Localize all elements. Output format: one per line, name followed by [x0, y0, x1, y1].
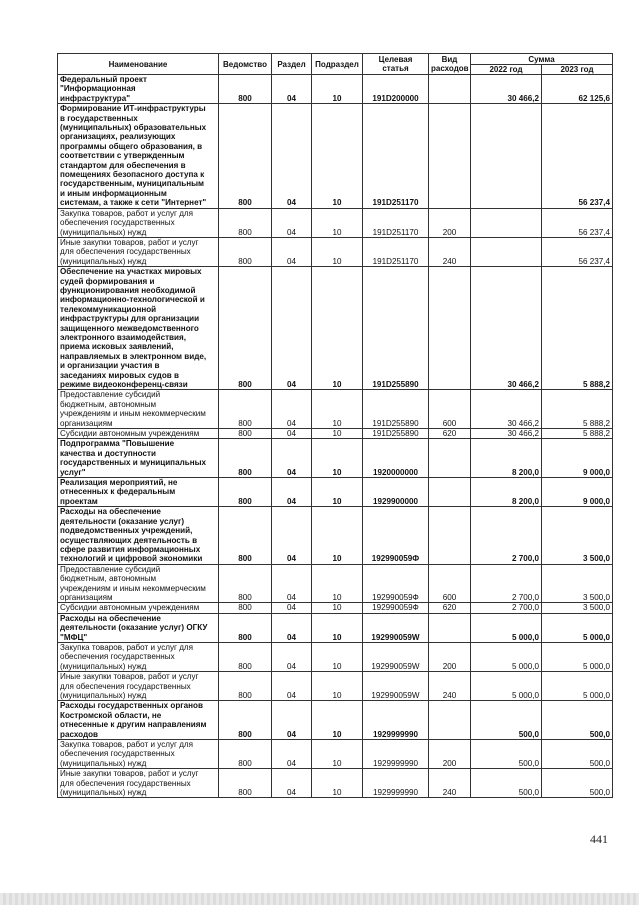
cell-target-article: 191D251170 [363, 237, 429, 266]
cell-vedomstvo: 800 [219, 613, 272, 642]
cell-name: Иные закупки товаров, работ и услуг для обеспечения государственных (муниципальных) нужд [58, 672, 219, 701]
cell-sum-2023: 5 000,0 [542, 642, 613, 671]
cell-expense-type [429, 507, 471, 564]
cell-vedomstvo: 800 [219, 507, 272, 564]
cell-vedomstvo: 800 [219, 564, 272, 603]
cell-sum-2022 [471, 237, 542, 266]
cell-name: Расходы государственных органов Костромской области, не отнесенные к другим направлениям расходов [58, 701, 219, 740]
cell-razdel: 04 [272, 208, 312, 237]
page-number: 441 [590, 832, 608, 846]
header-target-article: Целевая статья [363, 54, 429, 75]
cell-expense-type: 200 [429, 208, 471, 237]
cell-sum-2023: 5 000,0 [542, 613, 613, 642]
cell-expense-type [429, 701, 471, 740]
cell-target-article: 192990059W [363, 672, 429, 701]
cell-expense-type: 600 [429, 564, 471, 603]
table-row [58, 267, 613, 390]
cell-podrazdel: 10 [312, 478, 363, 507]
cell-expense-type: 200 [429, 740, 471, 769]
cell-sum-2023: 3 500,0 [542, 507, 613, 564]
header-podrazdel: Подраздел [312, 54, 363, 75]
cell-target-article: 1929999990 [363, 740, 429, 769]
cell-podrazdel: 10 [312, 769, 363, 798]
table-row [58, 237, 613, 266]
cell-expense-type: 240 [429, 237, 471, 266]
cell-podrazdel: 10 [312, 642, 363, 671]
cell-expense-type: 200 [429, 642, 471, 671]
table-row [58, 104, 613, 208]
cell-podrazdel: 10 [312, 439, 363, 478]
cell-sum-2022: 30 466,2 [471, 267, 542, 390]
cell-vedomstvo: 800 [219, 237, 272, 266]
cell-podrazdel: 10 [312, 507, 363, 564]
cell-expense-type: 600 [429, 390, 471, 429]
cell-target-article: 1920000000 [363, 439, 429, 478]
cell-razdel: 04 [272, 267, 312, 390]
cell-vedomstvo: 800 [219, 672, 272, 701]
table-row [58, 672, 613, 701]
table-row [58, 439, 613, 478]
cell-podrazdel: 10 [312, 701, 363, 740]
cell-sum-2023: 62 125,6 [542, 75, 613, 104]
cell-sum-2023: 3 500,0 [542, 603, 613, 613]
cell-name: Иные закупки товаров, работ и услуг для обеспечения государственных (муниципальных) нужд [58, 769, 219, 798]
header-sum: Сумма [471, 54, 613, 65]
cell-name: Предоставление субсидий бюджетным, автономным учреждениям и иным некоммерческим организациям [58, 390, 219, 429]
cell-vedomstvo: 800 [219, 75, 272, 104]
cell-razdel: 04 [272, 672, 312, 701]
cell-target-article: 191D251170 [363, 104, 429, 208]
cell-razdel: 04 [272, 613, 312, 642]
cell-expense-type: 240 [429, 672, 471, 701]
cell-name: Иные закупки товаров, работ и услуг для обеспечения государственных (муниципальных) нужд [58, 237, 219, 266]
scan-bottom-strip [0, 893, 639, 905]
cell-sum-2022: 30 466,2 [471, 390, 542, 429]
table-header [58, 54, 613, 75]
cell-name: Формирование ИТ-инфраструктуры в государственных (муниципальных) образовательных организациях, реализующих программы общего образования, в соответствии с утвержденным стандартом для обеспечения в помещениях безопасного доступа к государственным, муниципальным и иным информационным системам, а также к сети "Интернет" [58, 104, 219, 208]
cell-podrazdel: 10 [312, 267, 363, 390]
cell-name: Расходы на обеспечение деятельности (оказание услуг) ОГКУ "МФЦ" [58, 613, 219, 642]
cell-target-article: 1929999990 [363, 701, 429, 740]
table-row [58, 701, 613, 740]
cell-name: Субсидии автономным учреждениям [58, 429, 219, 439]
cell-target-article: 192990059W [363, 613, 429, 642]
cell-sum-2022: 2 700,0 [471, 603, 542, 613]
cell-target-article: 191D255890 [363, 390, 429, 429]
cell-vedomstvo: 800 [219, 769, 272, 798]
cell-expense-type: 620 [429, 603, 471, 613]
cell-sum-2023: 56 237,4 [542, 208, 613, 237]
cell-sum-2022: 2 700,0 [471, 507, 542, 564]
cell-vedomstvo: 800 [219, 208, 272, 237]
cell-name: Реализация мероприятий, не отнесенных к федеральным проектам [58, 478, 219, 507]
cell-target-article: 192990059Ф [363, 564, 429, 603]
cell-target-article: 192990059Ф [363, 507, 429, 564]
cell-target-article: 191D251170 [363, 208, 429, 237]
cell-sum-2023: 5 888,2 [542, 390, 613, 429]
cell-sum-2022: 2 700,0 [471, 564, 542, 603]
cell-sum-2023: 500,0 [542, 769, 613, 798]
header-year-2022: 2022 год [471, 65, 542, 75]
cell-razdel: 04 [272, 701, 312, 740]
cell-target-article: 1929900000 [363, 478, 429, 507]
cell-razdel: 04 [272, 769, 312, 798]
table-row [58, 429, 613, 439]
cell-sum-2022: 5 000,0 [471, 642, 542, 671]
cell-sum-2022: 30 466,2 [471, 75, 542, 104]
cell-vedomstvo: 800 [219, 701, 272, 740]
cell-vedomstvo: 800 [219, 642, 272, 671]
cell-sum-2022 [471, 208, 542, 237]
cell-podrazdel: 10 [312, 564, 363, 603]
cell-name: Подпрограмма "Повышение качества и доступности государственных и муниципальных услуг" [58, 439, 219, 478]
cell-podrazdel: 10 [312, 208, 363, 237]
cell-razdel: 04 [272, 104, 312, 208]
cell-sum-2022: 5 000,0 [471, 672, 542, 701]
cell-vedomstvo: 800 [219, 740, 272, 769]
cell-name: Закупка товаров, работ и услуг для обеспечения государственных (муниципальных) нужд [58, 740, 219, 769]
cell-razdel: 04 [272, 642, 312, 671]
cell-expense-type: 620 [429, 429, 471, 439]
cell-sum-2023: 500,0 [542, 740, 613, 769]
cell-podrazdel: 10 [312, 672, 363, 701]
cell-podrazdel: 10 [312, 740, 363, 769]
cell-target-article: 192990059W [363, 642, 429, 671]
table-row [58, 507, 613, 564]
cell-podrazdel: 10 [312, 75, 363, 104]
header-vedomstvo: Ведомство [219, 54, 272, 75]
cell-vedomstvo: 800 [219, 439, 272, 478]
cell-target-article: 191D255890 [363, 429, 429, 439]
cell-name: Закупка товаров, работ и услуг для обеспечения государственных (муниципальных) нужд [58, 208, 219, 237]
cell-podrazdel: 10 [312, 613, 363, 642]
cell-razdel: 04 [272, 564, 312, 603]
table-row [58, 564, 613, 603]
cell-razdel: 04 [272, 237, 312, 266]
cell-razdel: 04 [272, 507, 312, 564]
cell-expense-type [429, 104, 471, 208]
cell-expense-type [429, 439, 471, 478]
cell-podrazdel: 10 [312, 603, 363, 613]
budget-table [57, 53, 613, 798]
cell-podrazdel: 10 [312, 104, 363, 208]
cell-podrazdel: 10 [312, 390, 363, 429]
cell-sum-2023: 9 000,0 [542, 478, 613, 507]
cell-sum-2022 [471, 104, 542, 208]
cell-sum-2023: 5 000,0 [542, 672, 613, 701]
cell-razdel: 04 [272, 603, 312, 613]
cell-name: Закупка товаров, работ и услуг для обеспечения государственных (муниципальных) нужд [58, 642, 219, 671]
cell-vedomstvo: 800 [219, 478, 272, 507]
header-year-2023: 2023 год [542, 65, 613, 75]
cell-sum-2022: 500,0 [471, 701, 542, 740]
cell-razdel: 04 [272, 75, 312, 104]
cell-sum-2022: 5 000,0 [471, 613, 542, 642]
cell-vedomstvo: 800 [219, 390, 272, 429]
cell-name: Федеральный проект "Информационная инфраструктура" [58, 75, 219, 104]
cell-expense-type: 240 [429, 769, 471, 798]
cell-sum-2023: 5 888,2 [542, 267, 613, 390]
cell-sum-2023: 5 888,2 [542, 429, 613, 439]
table-row [58, 478, 613, 507]
cell-expense-type [429, 267, 471, 390]
header-name: Наименование [58, 54, 219, 75]
cell-sum-2023: 56 237,4 [542, 237, 613, 266]
header-expense-type: Вид расходов [429, 54, 471, 75]
cell-target-article: 191D255890 [363, 267, 429, 390]
cell-razdel: 04 [272, 478, 312, 507]
cell-sum-2023: 3 500,0 [542, 564, 613, 603]
cell-target-article: 1929999990 [363, 769, 429, 798]
table-row [58, 613, 613, 642]
cell-razdel: 04 [272, 429, 312, 439]
cell-vedomstvo: 800 [219, 267, 272, 390]
cell-target-article: 191D200000 [363, 75, 429, 104]
cell-vedomstvo: 800 [219, 429, 272, 439]
cell-sum-2022: 8 200,0 [471, 478, 542, 507]
cell-target-article: 192990059Ф [363, 603, 429, 613]
cell-name: Расходы на обеспечение деятельности (оказание услуг) подведомственных учреждений, осуществляющих деятельность в сфере развития информационных технологий и цифровой экономики [58, 507, 219, 564]
cell-razdel: 04 [272, 439, 312, 478]
cell-podrazdel: 10 [312, 429, 363, 439]
table-row [58, 642, 613, 671]
table-row [58, 390, 613, 429]
cell-razdel: 04 [272, 740, 312, 769]
cell-vedomstvo: 800 [219, 603, 272, 613]
table-row [58, 75, 613, 104]
cell-sum-2023: 9 000,0 [542, 439, 613, 478]
cell-sum-2022: 500,0 [471, 740, 542, 769]
table-body [58, 75, 613, 798]
cell-sum-2023: 500,0 [542, 701, 613, 740]
cell-expense-type [429, 613, 471, 642]
cell-name: Субсидии автономным учреждениям [58, 603, 219, 613]
cell-sum-2022: 500,0 [471, 769, 542, 798]
cell-name: Обеспечение на участках мировых судей формирования и функционирования необходимой информационно-технологической и телекоммуникационной инфраструктуры для организации защищенного межведомственного электронного взаимодействия, приема исковых заявлений, направляемых в электронном виде, и организации участия в заседаниях мировых судов в режиме видеоконференц-связи [58, 267, 219, 390]
cell-razdel: 04 [272, 390, 312, 429]
table-row [58, 740, 613, 769]
header-razdel: Раздел [272, 54, 312, 75]
cell-expense-type [429, 75, 471, 104]
cell-podrazdel: 10 [312, 237, 363, 266]
cell-name: Предоставление субсидий бюджетным, автономным учреждениям и иным некоммерческим организациям [58, 564, 219, 603]
table-row [58, 769, 613, 798]
cell-vedomstvo: 800 [219, 104, 272, 208]
cell-expense-type [429, 478, 471, 507]
cell-sum-2022: 30 466,2 [471, 429, 542, 439]
cell-sum-2022: 8 200,0 [471, 439, 542, 478]
table-row [58, 208, 613, 237]
table-row [58, 603, 613, 613]
cell-sum-2023: 56 237,4 [542, 104, 613, 208]
